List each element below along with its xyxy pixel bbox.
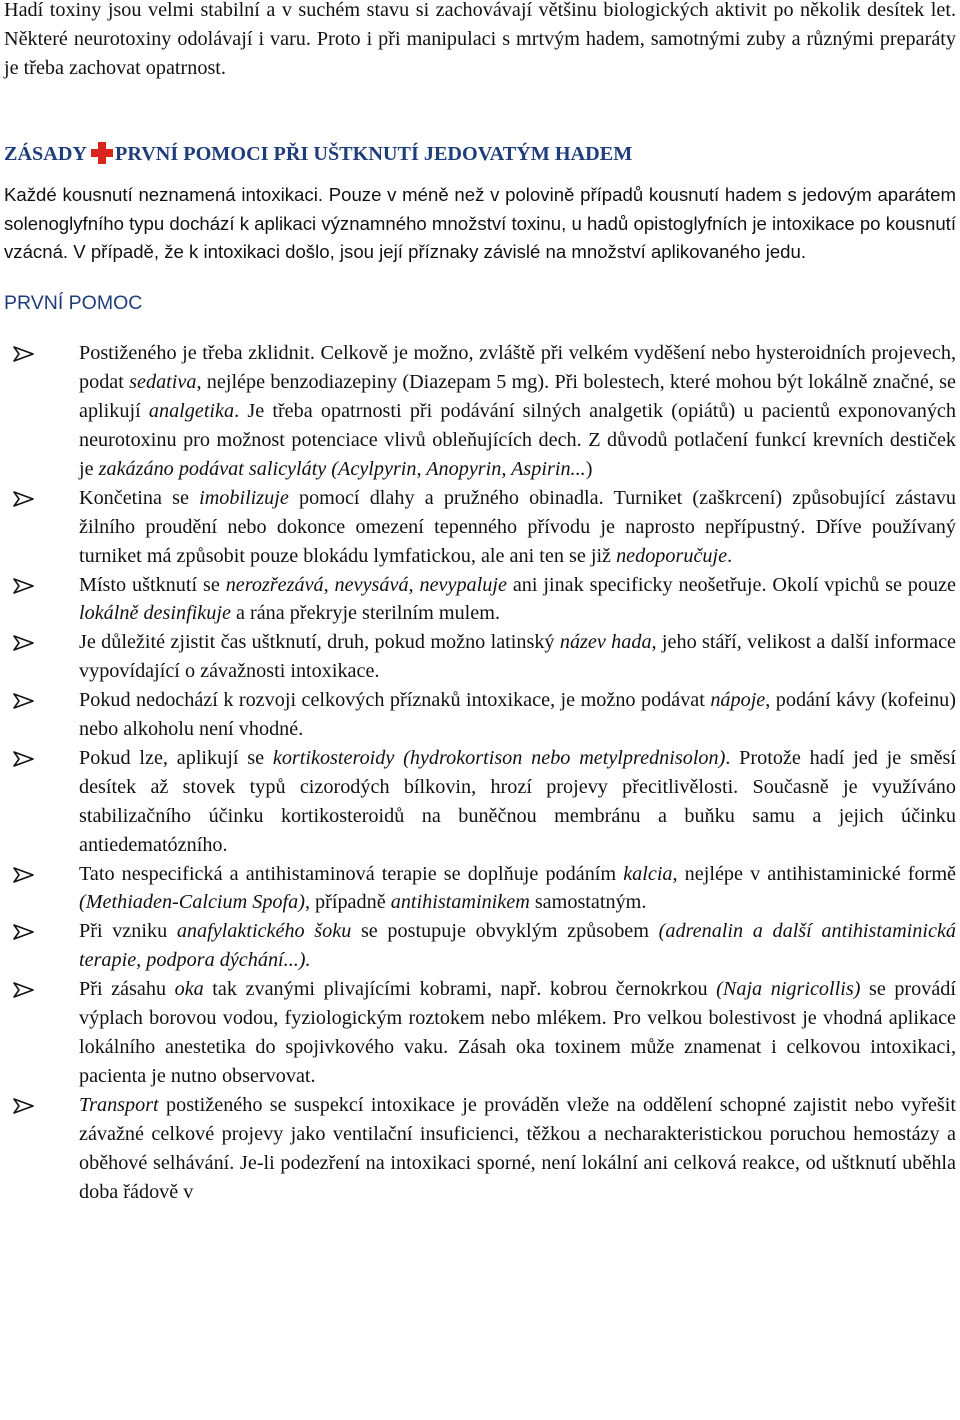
list-item-text: se postupuje obvyklým způsobem [351, 920, 659, 943]
heading-part-1: ZÁSADY [4, 142, 88, 165]
list-item [4, 628, 956, 686]
list-item [4, 975, 956, 1091]
list-item [4, 339, 956, 484]
list-item-text: tak zvanými plivajícími kobrami, např. kobrou černokrkou [203, 978, 717, 1001]
list-item-text: , nejlépe benzodiazepiny (Diazepam 5 mg). Při bolestech, které mohou být lokálně značné, se aplikují [79, 371, 956, 423]
italic-text: oka [174, 978, 204, 1001]
arrowhead-bullet-icon [13, 867, 35, 883]
italic-text: název hada [559, 631, 652, 654]
list-item [4, 917, 956, 975]
list-item-text: samostatným. [529, 891, 647, 914]
italic-text: nápoje [710, 689, 766, 712]
list-item-text: . Protože hadí jed je směsí desítek až stovek typů cizorodých bílkovin, hrozí projevy přecitlivělosti. Současně je využíváno stabilizačního účinku kortikosteroidů na buněčnou membránu a buňku samu a jejich účinku antiedematózního. [79, 746, 957, 856]
list-item [4, 744, 956, 860]
italic-text: lokálně desinfikuje [79, 602, 231, 625]
list-item [4, 860, 956, 918]
list-item-text: Je důležité zjistit čas uštknutí, druh, pokud možno latinský [79, 631, 560, 654]
list-item-text: a rána překryje sterilním mulem. [230, 602, 500, 625]
list-item-text: Končetina se [79, 486, 200, 509]
first-aid-list [4, 339, 956, 1206]
list-item-text: , nejlépe v antihistaminické formě [672, 862, 956, 885]
italic-text: zakázáno podávat salicyláty (Acylpyrin, Anopyrin, Aspirin... [98, 457, 586, 480]
italic-text: Transport [79, 1093, 159, 1116]
first-aid-heading: PRVNÍ POMOC [4, 292, 143, 315]
italic-text: sedativa [129, 371, 197, 394]
list-item [4, 571, 956, 629]
list-item-text: ) [585, 457, 593, 480]
list-item [4, 484, 956, 571]
heading-part-2: PRVNÍ POMOCI PŘI UŠTKNUTÍ JEDOVATÝM HADEM [115, 142, 633, 165]
arrowhead-bullet-icon [13, 751, 35, 767]
italic-text: kortikosteroidy (hydrokortison nebo metylprednisolon) [272, 746, 726, 769]
italic-text: kalcia [623, 862, 673, 885]
arrowhead-bullet-icon [13, 578, 35, 594]
arrowhead-bullet-icon [13, 924, 35, 940]
list-item-text: se provádí výplach borovou vodou, fyziologickým roztokem nebo mlékem. Pro velkou bolestivost je vhodná aplikace lokálního anestetika do spojivkového vaku. Zásah oka toxinem může znamenat i celkovou intoxikaci, pacienta je nutno observovat. [79, 978, 957, 1087]
italic-text: (adrenalin a další antihistaminická terapie, podpora dýchání...). [79, 920, 956, 972]
italic-text: (Naja nigricollis) [716, 978, 861, 1001]
list-item-text: Místo uštknutí se [79, 573, 226, 596]
italic-text: nerozřezává, nevysává, nevypaluje [225, 573, 507, 596]
italic-text: antihistaminikem [390, 891, 530, 914]
list-item-text: pomocí dlahy a pružného obinadla. Turniket (zaškrcení) způsobující zástavu žilního proudění nebo dokonce omezení tepenného přívodu je naprosto nepřípustný. Dříve používaný turniket má způsobit pouze blokádu lymfatickou, ale ani ten se již [79, 486, 956, 567]
list-item [4, 1091, 956, 1207]
italic-text: nedoporučuje [616, 544, 728, 567]
list-item-text: postiženého se suspekcí intoxikace je prováděn vleže na oddělení schopné zajistit nebo vyřešit závažné celkové projevy jako ventilační insuficienci, těžkou a necharakteristickou poruchou hemostázy a oběhové selhávání. Je-li podezření na intoxikaci sporné, není lokální ani celková reakce, od uštknutí uběhla doba řádově v [79, 1093, 956, 1203]
list-item-text: ani jinak specificky neošetřuje. Okolí vpichů se pouze [506, 573, 957, 596]
list-item-text: , jeho stáří, velikost a další informace vypovídající o závažnosti intoxikace. [79, 631, 956, 683]
list-item-text: , podání kávy (kofeinu) nebo alkoholu není vhodné. [79, 689, 956, 741]
arrowhead-bullet-icon [13, 693, 35, 709]
italic-text: imobilizuje [199, 486, 289, 509]
list-item-text: . Je třeba opatrnosti při podávání silných analgetik (opiátů) u pacientů exponovaných neurotoxinu pro možnost potenciace vlivů obleňujících dech. Z důvodů potlačení funkcí krevních destiček je [79, 400, 956, 480]
list-item [4, 686, 956, 744]
italic-text: analgetika [148, 400, 235, 423]
arrowhead-bullet-icon [13, 635, 35, 651]
list-item-text: . [727, 544, 733, 567]
list-item-text: Pokud lze, aplikují se [79, 746, 273, 769]
list-item-text: Při vzniku [79, 920, 177, 943]
list-item-text: Tato nespecifická a antihistaminová terapie se doplňuje podáním [79, 862, 624, 885]
arrowhead-bullet-icon [13, 491, 35, 507]
info-paragraph: Každé kousnutí neznamená intoxikaci. Pouze v méně než v polovině případů kousnutí hadem s jedovým aparátem solenoglyfního typu dochází k aplikaci významného množství toxinu, u hadů opistoglyfních je intoxikace po kousnutí vzácná. V případě, že k intoxikaci došlo, jsou její příznaky závislé na množství aplikovaného jedu. [4, 183, 956, 263]
list-item-text: , případně [304, 891, 391, 914]
list-item-text: Postiženého je třeba zklidnit. Celkově je možno, zvláště při velkém vyděšení nebo hysteroidních projevech, podat [79, 342, 956, 394]
list-item-text: Pokud nedochází k rozvoji celkových příznaků intoxikace, je možno podávat [79, 689, 711, 712]
red-cross-icon [91, 142, 113, 164]
intro-paragraph: Hadí toxiny jsou velmi stabilní a v suchém stavu si zachovávají většinu biologických aktivit po několik desítek let. Některé neurotoxiny odolávají i varu. Proto i při manipulaci s mrtvým hadem, samotnými zuby a různými preparáty je třeba zachovat opatrnost. [4, 0, 956, 79]
section-heading [4, 140, 956, 169]
arrowhead-bullet-icon [13, 346, 35, 362]
italic-text: anafylaktického šoku [176, 920, 352, 943]
document-page [4, 0, 956, 1206]
italic-text: (Methiaden-Calcium Spofa) [79, 891, 305, 914]
list-item-text: Při zásahu [79, 978, 175, 1001]
arrowhead-bullet-icon [13, 1098, 35, 1114]
arrowhead-bullet-icon [13, 982, 35, 998]
